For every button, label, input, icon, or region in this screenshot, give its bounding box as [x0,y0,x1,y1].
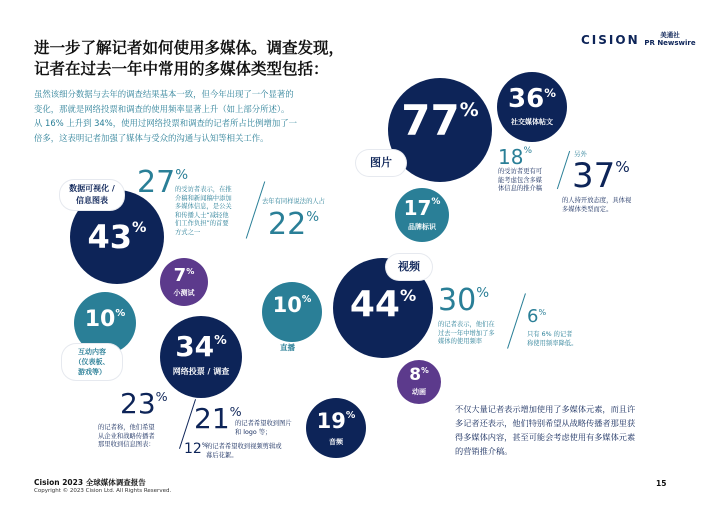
footer-report-title: Cision 2023 全球媒体调查报告 [34,478,146,487]
quiz-circle: 7% 小测试 [160,258,208,306]
stat-6-text: 只有 6% 的记者 称使用频率降低。 [527,331,578,347]
page-title-line2: 记者在过去一年中常用的多媒体类型包括： [34,60,329,78]
stat-12-text: 的记者希望收到视频剪辑或 幕后花絮。 [206,443,282,459]
audio-label: 音频 [329,438,343,446]
conclusion-line: 不仅大量记者表示增加使用了多媒体元素，而且许 [455,404,636,414]
intro-line: 从 16% 上升到 34%，使用过网络投票和调查的记者所占比例增加了一 [34,118,297,128]
stat-18: 18% [498,145,533,169]
stat-30: 30% [438,283,490,318]
stat-22-caption: 去年有同样说法的人占 [262,198,325,205]
social-label: 社交媒体帖文 [511,118,553,126]
stat-18-text: 的受访者更有可 能考虑包含多媒 体信息的推介稿 [498,168,543,192]
pr-newswire-cn: 美通社 [660,31,680,39]
pr-newswire-logo [640,30,700,47]
dataviz-label: 数据可视化 / 信息图表 [60,180,124,210]
conclusion-line: 的营销推介稿。 [455,446,513,456]
stat-37-text: 的人持开放态度，具体视 多媒体类型而定。 [562,197,632,213]
interactive-circle: 10% [74,292,136,354]
interactive-value: 10 [84,307,116,332]
polls-label: 网络投票 / 调查 [172,367,230,376]
brand-label: 品牌标识 [408,223,436,231]
intro-line: 虽然该细分数据与去年的调查结果基本一致，但今年出现了一个显著的 [34,89,294,99]
stat-27: 27% [137,165,189,200]
footer-copyright: Copyright © 2023 Cision Ltd. All Rights Reserved. [34,488,172,494]
stat-21-text: 的记者希望收到图片 和 logo 等； [235,420,292,436]
live-label: 直播 [280,343,295,352]
intro-line: 倍多，这表明记者加强了媒体与受众的沟通与认知等相关工作。 [34,132,269,143]
images-label: 图片 [356,150,406,176]
live-value: 10 [272,293,302,317]
stat-23-text: 的记者称，他们希望 从企业和战略传播者 那里收到信息图表： [98,424,155,448]
conclusion-line: 多记者还表示，他们特别希望从战略传播者那里获 [455,418,636,428]
brand-circle: 17% 品牌标识 [395,188,449,242]
animation-value: 8 [409,365,422,385]
cision-logo: CISION [581,33,640,47]
stat-23: 23% [120,387,168,420]
dataviz-circle: 43% [70,190,164,284]
stat-21: 21% [194,402,242,435]
conclusion-line: 得多媒体内容，甚至可能会考虑使用有多媒体元素 [455,432,636,442]
interactive-label: 互动内容 （仪表板、 游戏等） [62,344,122,380]
conclusion-paragraph [455,402,680,458]
images-circle: 77% [388,78,492,182]
divider-18-37 [557,151,570,189]
images-value: 77 [401,96,460,145]
stat-37: 37% [572,156,630,196]
video-label: 视频 [386,254,432,280]
stat-22: 22% [268,207,320,242]
stat-30-text: 的记者表示，他们在 过去一年中增加了多 媒体的使用频率 [438,321,495,345]
quiz-value: 7 [173,265,187,286]
animation-circle: 8% 动画 [397,360,441,404]
page-number: 15 [656,479,667,488]
intro-paragraph [34,87,364,145]
pr-newswire-en: PR Newswire [644,39,696,47]
polls-circle: 34% 网络投票 / 调查 [160,316,242,398]
polls-value: 34 [175,330,215,363]
stat-6: 6% [527,306,547,327]
intro-line: 变化，那就是网络投票和调查的使用频率显著上升（如上部分所述）。 [34,103,290,114]
page-title-line1: 进一步了解记者如何使用多媒体。调查发现， [34,39,345,57]
brand-value: 17 [403,196,432,220]
page-title [34,38,364,80]
animation-label: 动画 [412,388,426,396]
quiz-label: 小测试 [173,289,195,297]
video-circle: 44% [333,258,433,358]
social-value: 36 [508,84,545,114]
social-circle: 36% 社交媒体帖文 [497,72,567,142]
dataviz-value: 43 [87,218,133,256]
stat-37-prefix: 另外 [574,150,587,158]
stat-27-text: 的受访者表示，在推 介稿和新闻稿中添加 多媒体信息，是公关 和传播人士“减轻他 们工作负担”的首要 方式之一 [175,186,232,236]
audio-circle: 19% 音频 [306,398,366,458]
video-value: 44 [349,284,400,325]
live-circle: 10% [262,282,322,342]
audio-value: 19 [316,409,346,433]
stat-12: 12% [184,441,208,457]
